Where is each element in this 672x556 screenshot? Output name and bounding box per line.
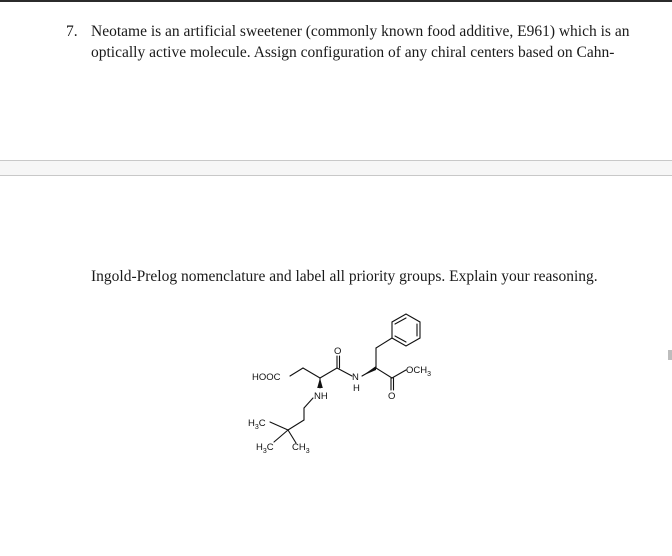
label-h3c-top: $H_3C$: [248, 418, 266, 431]
question-block: [66, 21, 651, 63]
bond-hooc: [290, 368, 303, 376]
label-h: H: [353, 383, 360, 394]
bond-cq-ch3a: [270, 422, 288, 430]
label-n: N: [352, 372, 359, 383]
label-och3: $OCH_3$: [406, 365, 432, 378]
question-text-part1: Neotame is an artificial sweetener (commonly known food additive, E961) which is an optically active molecule. Assign configuration of any chiral centers based on Cahn-: [91, 23, 630, 61]
label-ch3: $CH_3$: [292, 442, 310, 455]
question-number: 7.: [66, 23, 78, 40]
wedge-c1-nh: [317, 378, 323, 388]
bond-ch2-cq: [288, 420, 304, 430]
wedge-n-c2: [362, 366, 376, 376]
label-nh: NH: [314, 391, 328, 402]
bond-ester-och3: [392, 370, 406, 378]
page-top-edge: [0, 0, 672, 2]
bond-c-co: [320, 368, 337, 378]
phenyl-ring: [392, 314, 420, 346]
neotame-structure: [240, 302, 480, 462]
label-o-top: O: [334, 346, 342, 357]
label-hooc: HOOC: [252, 372, 281, 383]
page-break-divider: [0, 160, 672, 176]
bond-c2-ester: [376, 368, 392, 378]
label-o-bottom: O: [388, 391, 396, 402]
page-edge-mark: [668, 350, 672, 360]
question-text-part2: Ingold-Prelog nomenclature and label all priority groups. Explain your reasoning.: [91, 268, 598, 285]
bond-c-n: [337, 368, 352, 376]
bond-nh-ch2: [304, 398, 313, 408]
bond-cq-ch3b: [274, 430, 288, 442]
label-h3c-bottom: $H_3C$: [256, 442, 274, 455]
bond-ch2-ph: [376, 338, 392, 348]
bond-ch2: [303, 368, 320, 378]
